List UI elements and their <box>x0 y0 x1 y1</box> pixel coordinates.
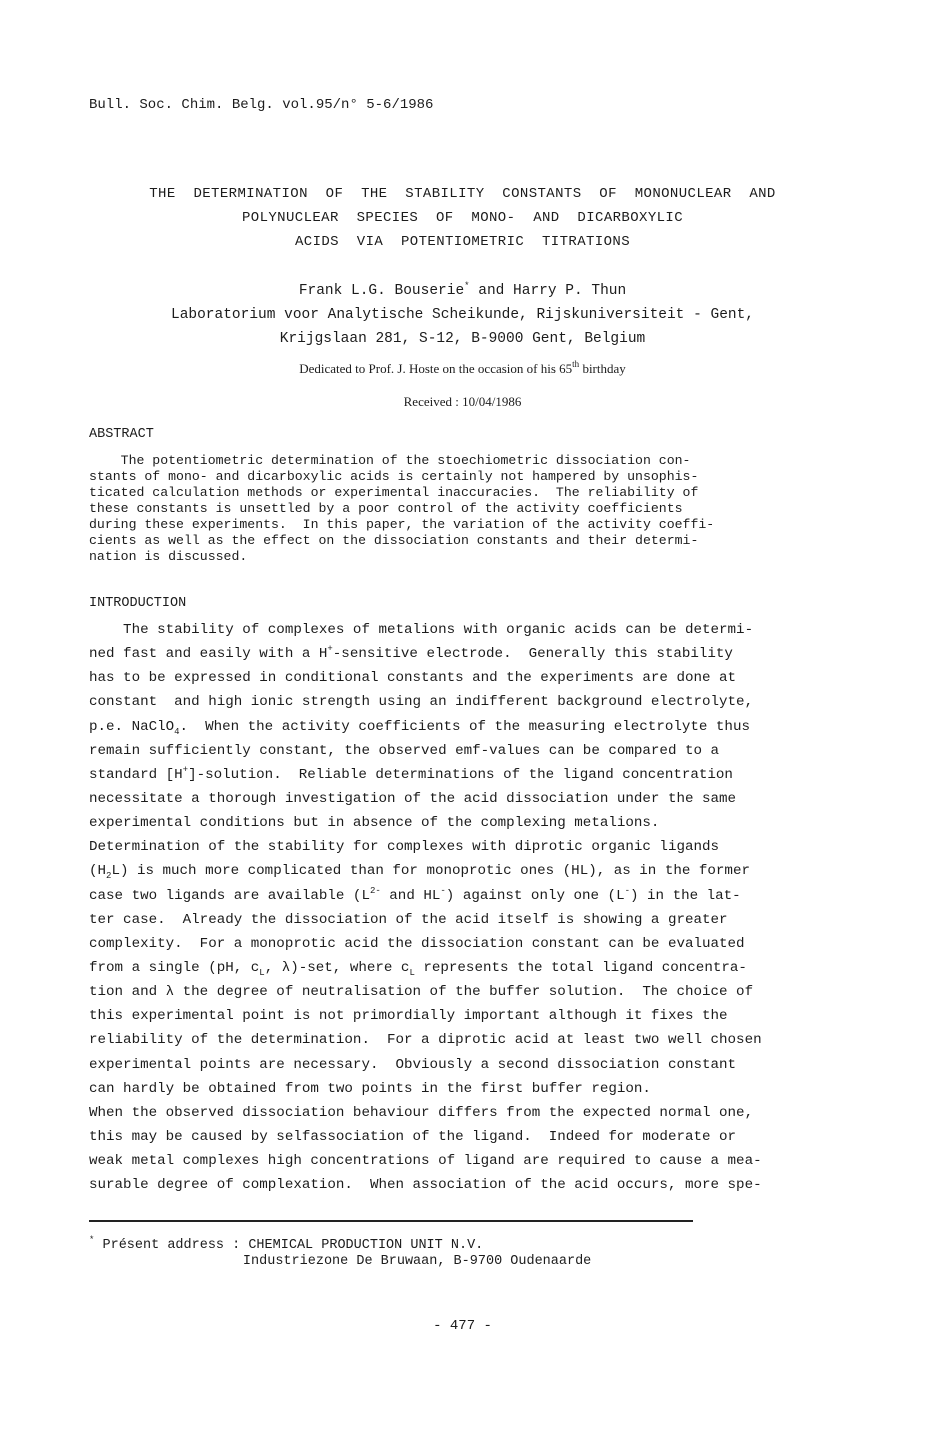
abstract-line: ticated calculation methods or experimental inaccuracies. The reliability of <box>89 485 699 500</box>
intro-line: ned fast and easily with a H+-sensitive electrode. Generally this stability <box>89 644 733 663</box>
co-author: and Harry P. Thun <box>469 283 627 299</box>
intro-line: from a single (pH, $c_L$, λ)-set, where $c_L$ represents the total ligand concentra- <box>89 959 747 978</box>
footnote-mark: * <box>89 1235 95 1245</box>
intro-line: reliability of the determination. For a diprotic acid at least two well chosen <box>89 1032 762 1049</box>
title-line-2: POLYNUCLEAR SPECIES OF MONO- AND DICARBOXYLIC <box>241 210 684 226</box>
intro-line: this may be caused by selfassociation of the ligand. Indeed for moderate or <box>89 1128 737 1145</box>
abstract-line: stants of mono- and dicarboxylic acids is certainly not hampered by unsophis- <box>89 469 699 484</box>
intro-line: has to be expressed in conditional constants and the experiments are done at <box>89 670 737 687</box>
intro-line: surable degree of complexation. When association of the acid occurs, more spe- <box>89 1177 762 1194</box>
page-number: - 477 - <box>433 1318 492 1334</box>
introduction-body <box>89 618 859 1197</box>
dedication-superscript: th <box>572 359 580 369</box>
intro-line: Determination of the stability for complexes with diprotic organic ligands <box>89 839 720 856</box>
intro-line: this experimental point is not primordially important although it fixes the <box>89 1008 728 1025</box>
received-date: Received : 10/04/1986 <box>403 394 522 409</box>
dedication-text: Dedicated to Prof. J. Hoste on the occasion of his 65 <box>299 361 573 376</box>
abstract-line: cients as well as the effect on the dissociation constants and their determi- <box>89 533 699 548</box>
abstract-line: The potentiometric determination of the stoechiometric dissociation con- <box>89 453 691 468</box>
intro-line: constant and high ionic strength using an indifferent background electrolyte, <box>89 694 754 711</box>
first-author: Frank L.G. Bouserie <box>298 283 465 299</box>
journal-citation: Bull. Soc. Chim. Belg. vol.95/n° 5-6/1986 <box>89 97 434 113</box>
intro-line: p.e. NaClO$_4$. When the activity coefficients of the measuring electrolyte thus <box>89 718 750 737</box>
intro-line: ter case. Already the dissociation of the acid itself is showing a greater <box>89 911 728 928</box>
author-footnote-mark: * <box>464 281 470 291</box>
intro-line: experimental conditions but in absence of the complexing metalions. <box>89 815 660 832</box>
intro-line: weak metal complexes high concentrations of ligand are required to cause a mea- <box>89 1153 762 1170</box>
footnote <box>89 1235 592 1270</box>
intro-line: tion and λ the degree of neutralisation of the buffer solution. The choice of <box>89 984 754 1001</box>
intro-line: $(H_2L)$ is much more complicated than for monoprotic ones (HL), as in the former <box>89 863 750 882</box>
affiliation-line-2: Krijgslaan 281, S-12, B-9000 Gent, Belgium <box>279 331 646 347</box>
intro-line: The stability of complexes of metalions with organic acids can be determi- <box>89 622 754 638</box>
abstract-line: these constants is unsettled by a poor control of the activity coefficients <box>89 501 683 516</box>
intro-line: case two ligands are available ($L^{2-}$ and HL-) against only one (L-) in the lat- <box>89 885 741 904</box>
intro-line: complexity. For a monoprotic acid the dissociation constant can be evaluated <box>89 935 745 952</box>
intro-line: standard [H+]-solution. Reliable determinations of the ligand concentration <box>89 764 733 783</box>
footnote-line-1: * Présent address : CHEMICAL PRODUCTION UNIT N.V. <box>89 1235 484 1253</box>
abstract-line: nation is discussed. <box>89 549 248 564</box>
intro-line: can hardly be obtained from two points in the first buffer region. <box>89 1080 651 1097</box>
footnote-divider <box>89 1220 693 1222</box>
dedication <box>0 361 925 377</box>
title-line-1: THE DETERMINATION OF THE STABILITY CONSTANTS OF MONONUCLEAR AND <box>149 186 776 202</box>
abstract-body <box>89 453 849 565</box>
footnote-line-2: Industriezone De Bruwaan, B-9700 Oudenaarde <box>89 1254 592 1269</box>
dedication-text-end: birthday <box>579 361 626 376</box>
abstract-line: during these experiments. In this paper, the variation of the activity coeffi- <box>89 517 715 532</box>
abstract-heading: ABSTRACT <box>89 427 154 442</box>
intro-line: experimental points are necessary. Obviously a second dissociation constant <box>89 1056 737 1073</box>
authors <box>0 283 925 299</box>
introduction-heading: INTRODUCTION <box>89 596 187 611</box>
affiliation-line-1: Laboratorium voor Analytische Scheikunde, Rijskuniversiteit - Gent, <box>171 307 754 323</box>
intro-line: remain sufficiently constant, the observed emf-values can be compared to a <box>89 742 720 759</box>
title-line-3: ACIDS VIA POTENTIOMETRIC TITRATIONS <box>294 234 631 250</box>
intro-line: When the observed dissociation behaviour differs from the expected normal one, <box>89 1104 754 1121</box>
intro-line: necessitate a thorough investigation of the acid dissociation under the same <box>89 790 737 807</box>
